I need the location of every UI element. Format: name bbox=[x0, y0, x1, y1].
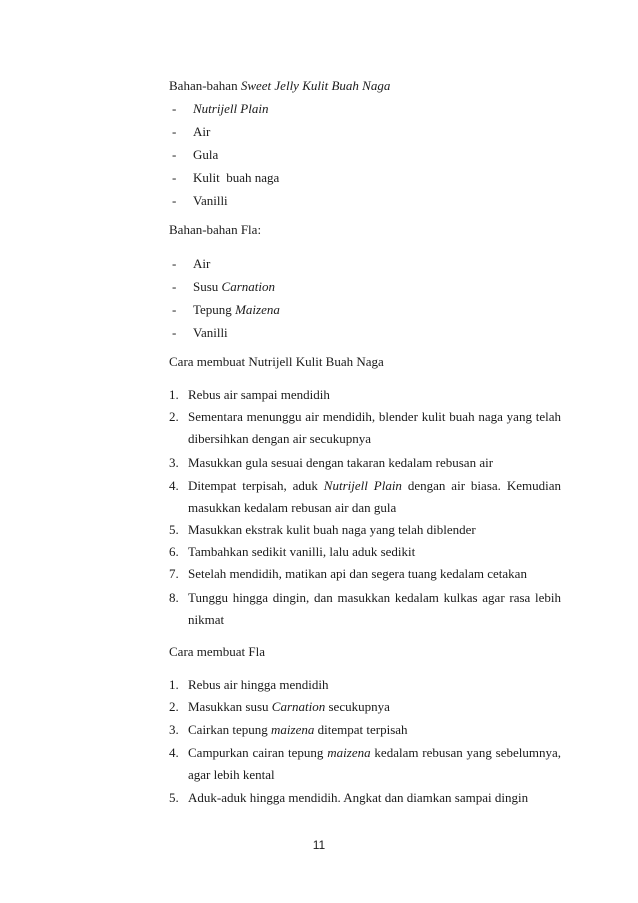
list-item: Vanilli bbox=[193, 325, 228, 340]
list-dash: - bbox=[172, 193, 177, 208]
step-text-continued: dibersihkan dengan air secukupnya bbox=[188, 431, 372, 446]
step-text: Sementara menunggu air mendidih, blender kulit buah naga yang telah bbox=[188, 409, 561, 424]
list-item: Kulit buah naga bbox=[193, 170, 280, 185]
step-text: Cairkan tepung maizena ditempat terpisah bbox=[188, 722, 408, 737]
step-number: 5. bbox=[169, 522, 179, 537]
step-number: 2. bbox=[169, 409, 179, 424]
step-number: 6. bbox=[169, 544, 179, 559]
step-text: Tunggu hingga dingin, dan masukkan kedalam kulkas agar rasa lebih bbox=[188, 590, 561, 605]
step-number: 3. bbox=[169, 722, 179, 737]
step-text-continued: agar lebih kental bbox=[188, 767, 275, 782]
list-dash: - bbox=[172, 147, 177, 162]
step-number: 8. bbox=[169, 590, 179, 605]
list-item: Nutrijell Plain bbox=[193, 101, 269, 116]
step-text: Rebus air sampai mendidih bbox=[188, 387, 330, 402]
list-item: Tepung Maizena bbox=[193, 302, 280, 317]
step-number: 5. bbox=[169, 790, 179, 805]
step-number: 2. bbox=[169, 699, 179, 714]
list-dash: - bbox=[172, 256, 177, 271]
list-dash: - bbox=[172, 279, 177, 294]
step-text: Masukkan ekstrak kulit buah naga yang telah diblender bbox=[188, 522, 476, 537]
fla-heading: Bahan-bahan Fla: bbox=[169, 222, 262, 237]
step-number: 3. bbox=[169, 455, 179, 470]
step-number: 1. bbox=[169, 677, 179, 692]
step-text: Rebus air hingga mendidih bbox=[188, 677, 329, 692]
list-dash: - bbox=[172, 124, 177, 139]
list-dash: - bbox=[172, 101, 177, 116]
fla-steps-heading: Cara membuat Fla bbox=[169, 644, 266, 659]
sweet-jelly-heading: Bahan-bahan Sweet Jelly Kulit Buah Naga bbox=[169, 78, 391, 93]
step-text: Aduk-aduk hingga mendidih. Angkat dan diamkan sampai dingin bbox=[188, 790, 529, 805]
step-text: Tambahkan sedikit vanilli, lalu aduk sedikit bbox=[188, 544, 416, 559]
step-number: 4. bbox=[169, 478, 179, 493]
list-dash: - bbox=[172, 302, 177, 317]
list-item: Susu Carnation bbox=[193, 279, 276, 294]
list-item: Gula bbox=[193, 147, 219, 162]
step-text: Masukkan susu Carnation secukupnya bbox=[188, 699, 390, 714]
step-text: Campurkan cairan tepung maizena kedalam rebusan yang sebelumnya, bbox=[188, 745, 561, 760]
step-text-continued: nikmat bbox=[188, 612, 225, 627]
list-dash: - bbox=[172, 170, 177, 185]
step-text: Setelah mendidih, matikan api dan segera tuang kedalam cetakan bbox=[188, 566, 527, 581]
step-text: Masukkan gula sesuai dengan takaran kedalam rebusan air bbox=[188, 455, 494, 470]
step-text-continued: masukkan kedalam rebusan air dan gula bbox=[188, 500, 397, 515]
step-text: Ditempat terpisah, aduk Nutrijell Plain dengan air biasa. Kemudian bbox=[188, 478, 561, 493]
step-number: 1. bbox=[169, 387, 179, 402]
list-item: Vanilli bbox=[193, 193, 228, 208]
list-dash: - bbox=[172, 325, 177, 340]
nutrijell-steps-heading: Cara membuat Nutrijell Kulit Buah Naga bbox=[169, 354, 384, 369]
list-item: Air bbox=[193, 124, 211, 139]
step-number: 4. bbox=[169, 745, 179, 760]
list-item: Air bbox=[193, 256, 211, 271]
page-number: 11 bbox=[312, 838, 326, 852]
step-number: 7. bbox=[169, 566, 179, 581]
